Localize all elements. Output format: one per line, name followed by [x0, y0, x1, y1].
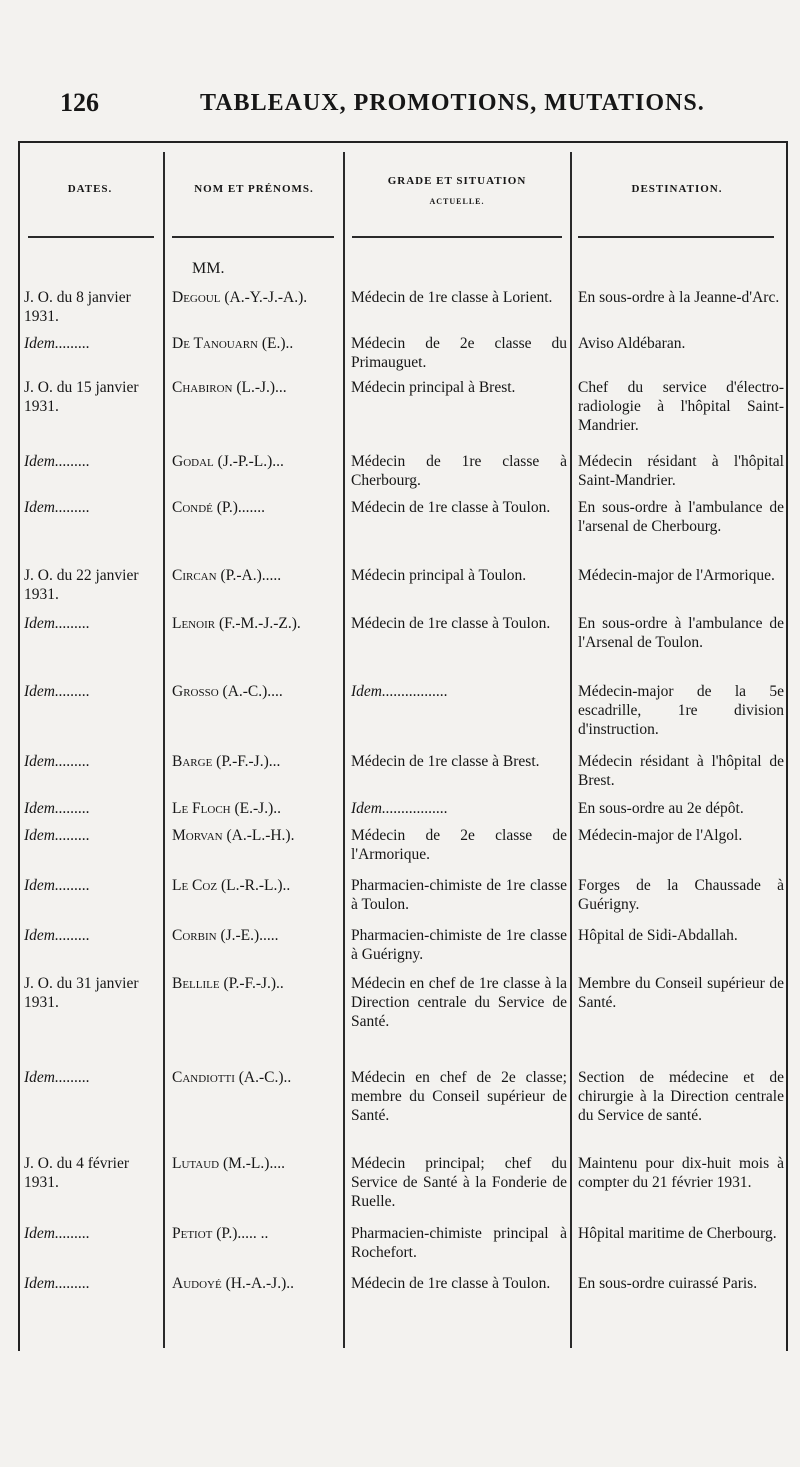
cell-date: J. O. du 31 janvier 1931.	[24, 975, 139, 1011]
cell-destination: Hôpital de Sidi-Abdallah.	[578, 927, 738, 944]
cell-name: Condé (P.).......	[172, 499, 265, 516]
page-number: 126	[60, 88, 99, 117]
column-header-dates: DATES.	[67, 183, 113, 195]
mm-label: MM.	[192, 260, 225, 277]
cell-date: Idem.........	[24, 453, 90, 470]
cell-name: Bellile (P.-F.-J.)..	[172, 975, 284, 992]
cell-destination: En sous-ordre à la Jeanne-d'Arc.	[578, 289, 780, 306]
cell-destination: Forges de la Chaussade à Guérigny.	[578, 877, 784, 913]
cell-name: Petiot (P.)..... ..	[172, 1225, 269, 1242]
cell-date: J. O. du 4 février 1931.	[24, 1155, 130, 1191]
cell-destination: Médecin-major de l'Armorique.	[578, 567, 775, 584]
cell-name: Godal (J.-P.-L.)...	[172, 453, 284, 470]
cell-date: Idem.........	[24, 683, 90, 700]
cell-date: J. O. du 15 janvier 1931.	[24, 379, 139, 415]
cell-destination: En sous-ordre à l'ambulance de l'Arsenal de Toulon.	[578, 615, 784, 651]
cell-name: Morvan (A.-L.-H.).	[172, 827, 295, 844]
cell-destination: Section de médecine et de chirurgie à la Direction centrale du Service de santé.	[578, 1069, 784, 1124]
cell-date: J. O. du 8 janvier 1931.	[24, 289, 131, 325]
cell-name: Chabiron (L.-J.)...	[172, 379, 287, 396]
cell-destination: Aviso Aldébaran.	[578, 335, 686, 352]
grade-header-line1: GRADE ET SITUATION	[387, 175, 527, 187]
cell-destination: En sous-ordre à l'ambulance de l'arsenal de Cherbourg.	[578, 499, 784, 535]
cell-destination: Maintenu pour dix-huit mois à compter du 21 février 1931.	[578, 1155, 784, 1191]
cell-grade: Médecin de 2e classe de l'Armorique.	[351, 827, 567, 863]
cell-date: Idem.........	[24, 877, 90, 894]
header-rule-name	[172, 236, 334, 238]
cell-date: Idem.........	[24, 800, 90, 817]
header-rule-dest	[578, 236, 774, 238]
cell-grade: Médecin principal; chef du Service de Santé à la Fonderie de Ruelle.	[351, 1155, 567, 1210]
cell-date: Idem.........	[24, 499, 90, 516]
cell-grade: Idem.................	[351, 800, 448, 817]
cell-grade: Médecin principal à Brest.	[351, 379, 516, 396]
cell-destination: En sous-ordre cuirassé Paris.	[578, 1275, 758, 1292]
cell-destination: Médecin-major de l'Algol.	[578, 827, 743, 844]
cell-grade: Médecin de 2e classe du Primauguet.	[351, 335, 567, 371]
cell-name: Audoyé (H.-A.-J.)..	[172, 1275, 295, 1292]
cell-destination: En sous-ordre au 2e dépôt.	[578, 800, 744, 817]
cell-name: Le Coz (L.-R.-L.)..	[172, 877, 291, 894]
cell-name: Lutaud (M.-L.)....	[172, 1155, 285, 1172]
cell-destination: Hôpital maritime de Cherbourg.	[578, 1225, 777, 1242]
cell-grade: Médecin de 1re classe à Toulon.	[351, 499, 551, 516]
cell-date: Idem.........	[24, 335, 90, 352]
column-header-grade	[350, 175, 564, 206]
cell-grade: Médecin de 1re classe à Toulon.	[351, 615, 551, 632]
cell-grade: Médecin en chef de 2e classe; membre du Conseil supérieur de Santé.	[351, 1069, 567, 1124]
cell-grade: Pharmacien-chimiste de 1re classe à Guérigny.	[351, 927, 567, 963]
cell-destination: Médecin résidant à l'hôpital Saint-Mandrier.	[578, 453, 784, 489]
running-head: TABLEAUX, PROMOTIONS, MUTATIONS.	[200, 90, 705, 116]
cell-date: J. O. du 22 janvier 1931.	[24, 567, 139, 603]
cell-grade: Médecin de 1re classe à Cherbourg.	[351, 453, 567, 489]
header-rule-grade	[352, 236, 562, 238]
grade-header-line2: ACTUELLE.	[429, 197, 485, 206]
cell-grade: Pharmacien-chimiste principal à Rochefort.	[351, 1225, 567, 1261]
column-header-destination: DESTINATION.	[631, 183, 723, 195]
column-divider-3	[570, 152, 572, 1348]
column-divider-1	[163, 152, 165, 1348]
cell-destination: Médecin résidant à l'hôpital de Brest.	[578, 753, 784, 789]
cell-destination: Membre du Conseil supérieur de Santé.	[578, 975, 784, 1011]
cell-date: Idem.........	[24, 1225, 90, 1242]
column-header-name: NOM ET PRÉNOMS.	[194, 183, 314, 195]
cell-grade: Pharmacien-chimiste de 1re classe à Toulon.	[351, 877, 567, 913]
cell-grade: Médecin de 1re classe à Lorient.	[351, 289, 553, 306]
cell-destination: Médecin-major de la 5e escadrille, 1re division d'instruction.	[578, 683, 784, 738]
cell-date: Idem.........	[24, 827, 90, 844]
cell-name: Circan (P.-A.).....	[172, 567, 282, 584]
header-rule-dates	[28, 236, 154, 238]
cell-date: Idem.........	[24, 1275, 90, 1292]
cell-date: Idem.........	[24, 615, 90, 632]
cell-grade: Médecin de 1re classe à Toulon.	[351, 1275, 551, 1292]
cell-name: Le Floch (E.-J.)..	[172, 800, 281, 817]
cell-name: Lenoir (F.-M.-J.-Z.).	[172, 615, 301, 632]
cell-name: Barge (P.-F.-J.)...	[172, 753, 281, 770]
cell-name: Candiotti (A.-C.)..	[172, 1069, 292, 1086]
cell-grade: Idem.................	[351, 683, 448, 700]
cell-name: De Tanouarn (E.)..	[172, 335, 294, 352]
cell-name: Degoul (A.-Y.-J.-A.).	[172, 289, 308, 306]
cell-date: Idem.........	[24, 1069, 90, 1086]
cell-date: Idem.........	[24, 927, 90, 944]
cell-destination: Chef du service d'électro-radiologie à l'hôpital Saint-Mandrier.	[578, 379, 784, 434]
cell-grade: Médecin principal à Toulon.	[351, 567, 527, 584]
cell-grade: Médecin de 1re classe à Brest.	[351, 753, 540, 770]
cell-name: Grosso (A.-C.)....	[172, 683, 283, 700]
cell-date: Idem.........	[24, 753, 90, 770]
cell-name: Corbin (J.-E.).....	[172, 927, 279, 944]
cell-grade: Médecin en chef de 1re classe à la Direction centrale du Service de Santé.	[351, 975, 567, 1030]
